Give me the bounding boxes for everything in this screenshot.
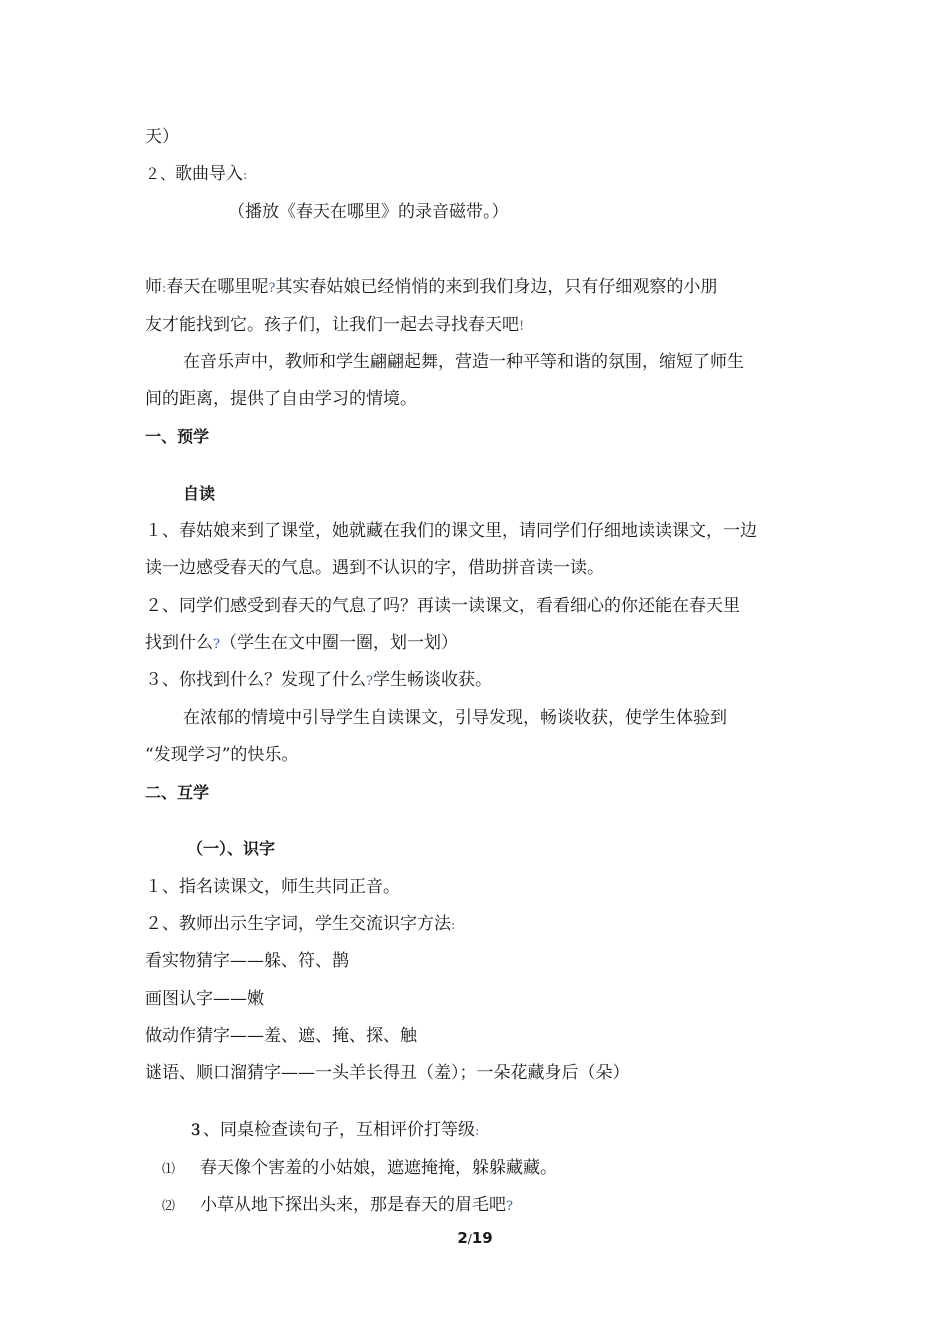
subsection-heading: 自读	[183, 484, 216, 503]
list-item: ⑴ 春天像个害羞的小姑娘，遮遮掩掩，躲躲藏藏。	[162, 1158, 557, 1178]
list-item: ⑵ 小草从地下探出头来，那是春天的眉毛吧?	[162, 1195, 513, 1215]
section-heading: 二、互学	[145, 783, 210, 802]
text-line: １、春姑娘来到了课堂，她就藏在我们的课文里，请同学们仔细地读读课文，一边	[145, 521, 757, 541]
text-line: （播放《春天在哪里》的录音磁带。）	[228, 202, 509, 222]
text-line: 间的距离，提供了自由学习的情境。	[145, 389, 417, 409]
page-number: 2/19	[457, 1229, 493, 1247]
text-line: ２、歌曲导入:	[145, 164, 248, 184]
text-line: 读一边感受春天的气息。遇到不认识的字，借助拼音读一读。	[145, 558, 604, 578]
text-line: 谜语、顺口溜猜字——一头羊长得丑（羞）；一朵花藏身后（朵）	[145, 1063, 630, 1083]
text-line: “发现学习”的快乐。	[145, 745, 299, 765]
text-line: １、指名读课文，师生共同正音。	[145, 877, 400, 897]
text-line: 在音乐声中，教师和学生翩翩起舞，营造一种平等和谐的氛围，缩短了师生	[183, 352, 744, 372]
text-line: ２、教师出示生字词，学生交流识字方法:	[145, 914, 456, 934]
text-line: 在浓郁的情境中引导学生自读课文，引导发现，畅谈收获，使学生体验到	[183, 708, 727, 728]
text-line: 看实物猜字——躲、符、鹊	[145, 951, 349, 971]
text-line: ３、同桌检查读句子，互相评价打等级:	[188, 1120, 480, 1140]
text-line: 找到什么?（学生在文中圈一圈，划一划）	[145, 633, 458, 653]
text-line: 友才能找到它。孩子们，让我们一起去寻找春天吧!	[145, 315, 525, 335]
text-line: 画图认字——嫩	[145, 989, 264, 1009]
text-line: 师:春天在哪里呢?其实春姑娘已经悄悄的来到我们身边，只有仔细观察的小朋	[145, 277, 718, 297]
text-line: 天）	[145, 127, 179, 147]
section-heading: 一、预学	[145, 427, 210, 446]
subsection-heading: （一）、识字	[187, 839, 276, 858]
text-line: ２、同学们感受到春天的气息了吗？再读一读课文，看看细心的你还能在春天里	[145, 596, 740, 616]
text-line: 做动作猜字——羞、遮、掩、探、触	[145, 1026, 417, 1046]
text-line: ３、你找到什么？发现了什么?学生畅谈收获。	[145, 670, 492, 690]
